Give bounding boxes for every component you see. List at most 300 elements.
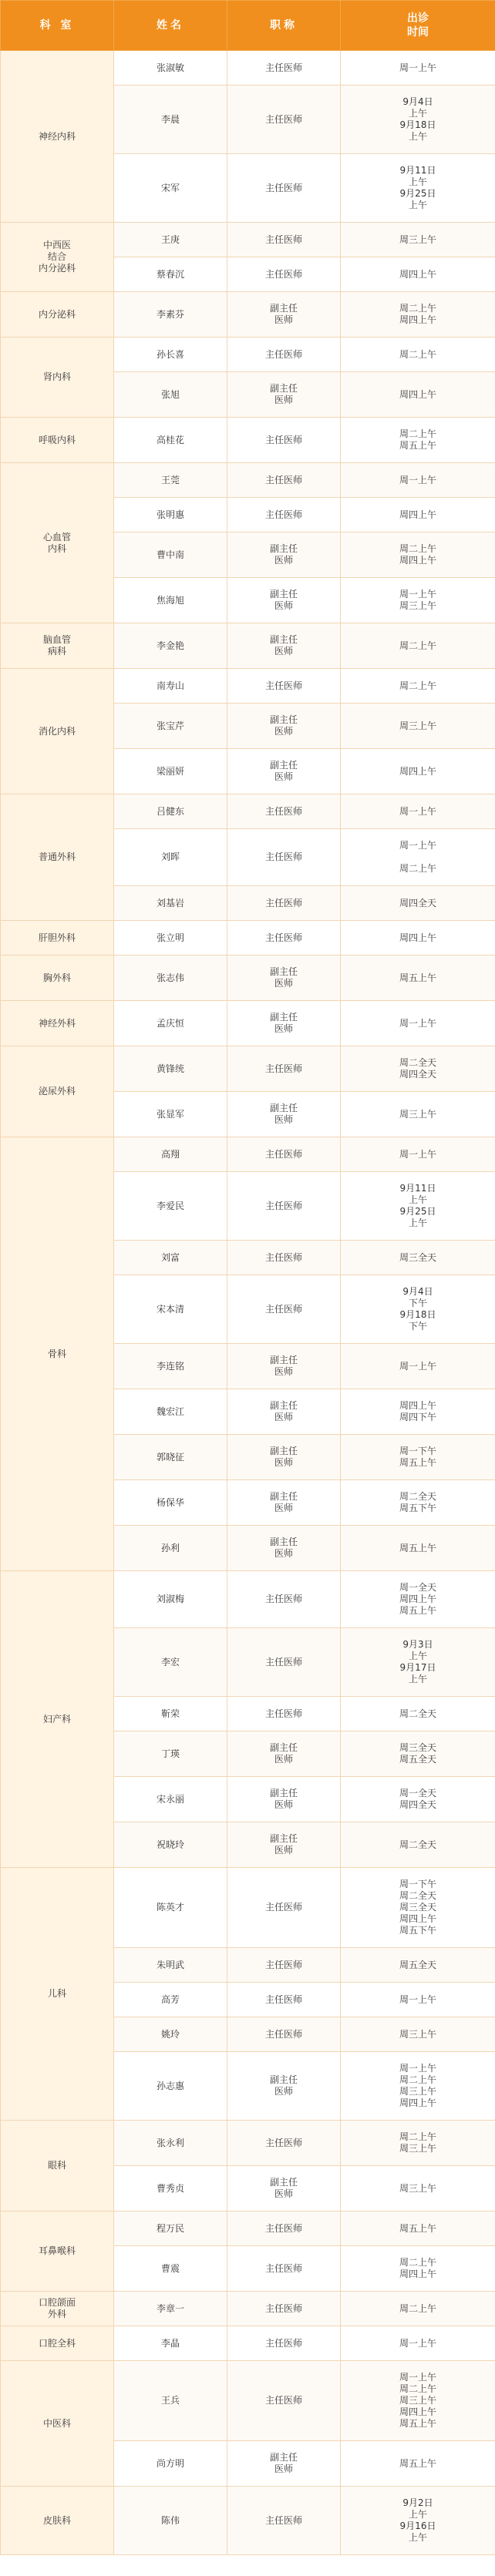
- clinic-time-line: 周三上午: [399, 2143, 436, 2154]
- department-name-line: 皮肤科: [42, 2514, 71, 2526]
- clinic-time-cell: [341, 1983, 495, 2017]
- clinic-time-line: 周四上午: [399, 765, 436, 777]
- clinic-time-line: 9月25日: [399, 1206, 436, 1217]
- doctor-title-line: 医师: [274, 2463, 293, 2474]
- doctor-title-line: 副主任: [269, 1491, 298, 1502]
- table-row: [1, 292, 495, 338]
- doctor-title-cell: [227, 51, 341, 86]
- clinic-time-line: [344, 851, 492, 863]
- clinic-time-line: 周四上午: [399, 2097, 436, 2108]
- doctor-name-cell: 高芳: [114, 1983, 227, 2017]
- clinic-time-cell: [341, 2212, 495, 2246]
- clinic-time-line: 周五上午: [399, 1605, 436, 1616]
- doctor-name-cell: 曹秀贞: [114, 2166, 227, 2212]
- clinic-time-line: 上午: [408, 131, 427, 142]
- clinic-time-line: 周四全天: [399, 897, 436, 908]
- clinic-time-line: 周三全天: [399, 1251, 436, 1263]
- clinic-time-line: 周四上午: [399, 1594, 436, 1604]
- doctor-title-cell: [227, 1172, 341, 1241]
- doctor-title-cell: [227, 669, 341, 704]
- doctor-title-cell: [227, 794, 341, 829]
- doctor-title-line: 主任医师: [264, 1902, 302, 1913]
- clinic-time-cell: [341, 1480, 495, 1526]
- clinic-time-line: 周二上午: [399, 543, 436, 554]
- table-row: [1, 2487, 495, 2555]
- clinic-time-line: 周一上午: [399, 1993, 436, 2005]
- clinic-time-line: 周四上午: [399, 2269, 436, 2279]
- doctor-name-cell: 李素芬: [114, 292, 227, 338]
- doctor-title-line: 主任医师: [264, 1303, 302, 1315]
- department-name-line: 骨科: [47, 1348, 66, 1359]
- doctor-title-line: 主任医师: [264, 348, 302, 360]
- clinic-time-line: 周五上午: [399, 440, 436, 451]
- doctor-title-line: 主任医师: [264, 62, 302, 73]
- clinic-time-line: 周四上午: [399, 555, 436, 566]
- doctor-title-line: 副主任: [269, 634, 298, 645]
- clinic-time-cell: [341, 2166, 495, 2212]
- clinic-time-line: 上午: [408, 108, 427, 119]
- clinic-time-cell: [341, 704, 495, 749]
- doctor-name-cell: 高桂花: [114, 418, 227, 463]
- doctor-title-line: 主任医师: [264, 2514, 302, 2526]
- doctor-title-line: 医师: [274, 978, 293, 989]
- doctor-name-cell: 尚方明: [114, 2441, 227, 2487]
- doctor-title-line: 主任医师: [264, 680, 302, 691]
- clinic-time-cell: [341, 829, 495, 886]
- doctor-name-cell: 陈英才: [114, 1868, 227, 1948]
- table-row: [1, 2292, 495, 2326]
- clinic-time-line: 周四上午: [399, 1400, 436, 1411]
- doctor-title-line: 副主任: [269, 1446, 298, 1456]
- clinic-time-cell: [341, 1344, 495, 1389]
- doctor-name-cell: 张明惠: [114, 498, 227, 532]
- table-row: [1, 418, 495, 463]
- clinic-time-line: 上午: [408, 2532, 427, 2543]
- department-name-line: 胸外科: [42, 972, 71, 983]
- doctor-title-cell: [227, 1344, 341, 1389]
- doctor-title-line: 医师: [274, 1023, 293, 1034]
- doctor-title-line: 医师: [274, 771, 293, 782]
- clinic-time-line: 周四全天: [399, 1799, 436, 1810]
- doctor-name-cell: 李连铭: [114, 1344, 227, 1389]
- doctor-title-line: 医师: [274, 600, 293, 611]
- doctor-name-cell: 陈伟: [114, 2487, 227, 2555]
- clinic-time-line: 周三上午: [399, 2086, 436, 2097]
- department-cell: [1, 51, 114, 223]
- clinic-time-line: 周一上午: [399, 2372, 436, 2383]
- department-cell: [1, 1868, 114, 2121]
- clinic-time-line: 上午: [408, 2509, 427, 2520]
- table-row: [1, 669, 495, 704]
- clinic-time-line: 周一下午: [399, 1879, 436, 1889]
- doctor-name-cell: 焦海旭: [114, 578, 227, 623]
- doctor-title-line: 主任医师: [264, 2262, 302, 2274]
- clinic-time-line: 周四上午: [399, 314, 436, 325]
- doctor-title-line: 主任医师: [264, 897, 302, 908]
- doctor-title-line: 主任医师: [264, 2302, 302, 2314]
- doctor-title-cell: [227, 154, 341, 223]
- clinic-time-cell: [341, 2052, 495, 2121]
- doctor-title-line: 医师: [274, 1754, 293, 1765]
- clinic-time-line: 周二上午: [399, 303, 436, 314]
- table-row: [1, 1001, 495, 1046]
- clinic-time-line: 周三全天: [399, 1902, 436, 1913]
- doctor-title-line: 副主任: [269, 760, 298, 771]
- clinic-time-line: 上午: [408, 1651, 427, 1661]
- department-cell: [1, 623, 114, 669]
- clinic-time-cell: [341, 1822, 495, 1868]
- doctor-title-line: 主任医师: [264, 1200, 302, 1211]
- doctor-title-cell: [227, 2487, 341, 2555]
- department-cell: [1, 2326, 114, 2361]
- clinic-time-line: 周三上午: [399, 720, 436, 731]
- doctor-title-cell: [227, 886, 341, 921]
- table-row: [1, 1046, 495, 1092]
- doctor-title-line: 医师: [274, 1114, 293, 1125]
- clinic-time-line: 周四上午: [399, 388, 436, 400]
- doctor-title-line: 副主任: [269, 2177, 298, 2188]
- clinic-time-line: 周一下午: [399, 1446, 436, 1456]
- doctor-title-cell: [227, 2246, 341, 2292]
- doctor-name-cell: 宋军: [114, 154, 227, 223]
- clinic-time-cell: [341, 418, 495, 463]
- clinic-time-line: 周四上午: [399, 509, 436, 520]
- clinic-time-line: 周二全天: [399, 1708, 436, 1719]
- clinic-time-cell: [341, 956, 495, 1001]
- department-name-line: 结合: [47, 251, 66, 262]
- doctor-title-line: 主任医师: [264, 805, 302, 817]
- doctor-title-line: 副主任: [269, 1788, 298, 1798]
- doctor-title-cell: [227, 2212, 341, 2246]
- doctor-name-cell: 刘富: [114, 1241, 227, 1275]
- doctor-title-line: 医师: [274, 646, 293, 657]
- doctor-name-cell: 高翔: [114, 1137, 227, 1172]
- clinic-time-cell: [341, 2292, 495, 2326]
- clinic-time-cell: [341, 1697, 495, 1731]
- doctor-title-line: 主任医师: [264, 509, 302, 520]
- clinic-time-cell: [341, 2326, 495, 2361]
- doctor-title-line: 副主任: [269, 714, 298, 725]
- clinic-time-line: 周二上午: [399, 863, 436, 874]
- clinic-time-line: 周二上午: [399, 680, 436, 691]
- doctor-title-line: 副主任: [269, 1103, 298, 1113]
- doctor-title-line: 主任医师: [264, 1959, 302, 1970]
- doctor-name-cell: 杨保华: [114, 1480, 227, 1526]
- doctor-title-cell: [227, 829, 341, 886]
- clinic-time-line: 9月4日: [402, 1286, 433, 1297]
- clinic-time-cell: [341, 794, 495, 829]
- doctor-title-line: 主任医师: [264, 474, 302, 485]
- table-row: [1, 1868, 495, 1948]
- doctor-title-cell: [227, 1571, 341, 1628]
- doctor-title-cell: [227, 2326, 341, 2361]
- doctor-title-line: 主任医师: [264, 851, 302, 862]
- clinic-time-line: 周四上午: [399, 268, 436, 280]
- table-row: [1, 2212, 495, 2246]
- doctor-title-line: 主任医师: [264, 1993, 302, 2005]
- doctor-title-line: 主任医师: [264, 2222, 302, 2234]
- doctor-title-line: 主任医师: [264, 233, 302, 245]
- doctor-name-cell: 张淑敏: [114, 51, 227, 86]
- clinic-time-line: 周二全天: [399, 1057, 436, 1068]
- doctor-name-cell: 宋本清: [114, 1275, 227, 1344]
- clinic-time-line: 周二上午: [399, 348, 436, 360]
- department-name-line: 消化内科: [38, 725, 76, 737]
- department-name-line: 眼科: [47, 2160, 66, 2171]
- clinic-time-cell: [341, 1948, 495, 1983]
- clinic-time-line: 上午: [408, 200, 427, 210]
- clinic-time-line: 周二上午: [399, 428, 436, 439]
- clinic-time-line: 周五上午: [399, 1542, 436, 1553]
- clinic-time-cell: [341, 292, 495, 338]
- doctor-title-line: 主任医师: [264, 1063, 302, 1074]
- header-clinic-time: [341, 1, 495, 51]
- clinic-time-cell: [341, 1731, 495, 1777]
- doctor-title-line: 医师: [274, 2188, 293, 2199]
- schedule-body: [1, 51, 495, 2555]
- clinic-time-cell: [341, 669, 495, 704]
- doctor-name-cell: 孙利: [114, 1526, 227, 1571]
- doctor-title-line: 医师: [274, 2086, 293, 2097]
- clinic-time-line: 下午: [408, 1298, 427, 1308]
- department-cell: [1, 2361, 114, 2487]
- doctor-name-cell: 朱明武: [114, 1948, 227, 1983]
- doctor-name-cell: 程万民: [114, 2212, 227, 2246]
- doctor-title-cell: [227, 623, 341, 669]
- doctor-name-cell: 孟庆恒: [114, 1001, 227, 1046]
- doctor-name-cell: 魏宏江: [114, 1389, 227, 1435]
- doctor-name-cell: 张志伟: [114, 956, 227, 1001]
- doctor-title-cell: [227, 956, 341, 1001]
- department-name-line: 病科: [47, 646, 66, 657]
- clinic-time-line: 周五全天: [399, 1754, 436, 1765]
- doctor-name-cell: 丁瑛: [114, 1731, 227, 1777]
- department-cell: [1, 1046, 114, 1137]
- clinic-time-cell: [341, 372, 495, 418]
- table-row: [1, 794, 495, 829]
- clinic-time-line: 周一上午: [399, 1017, 436, 1029]
- doctor-title-cell: [227, 292, 341, 338]
- table-row: [1, 223, 495, 257]
- table-row: [1, 338, 495, 372]
- doctor-name-cell: 李爱民: [114, 1172, 227, 1241]
- doctor-title-cell: [227, 2121, 341, 2166]
- doctor-title-line: 副主任: [269, 1355, 298, 1365]
- doctor-title-cell: [227, 1001, 341, 1046]
- clinic-time-line: 9月18日: [399, 1309, 436, 1320]
- clinic-time-cell: [341, 2246, 495, 2292]
- clinic-time-line: 周一上午: [399, 840, 436, 851]
- clinic-time-line: 周三上午: [399, 2182, 436, 2194]
- department-cell: [1, 1571, 114, 1868]
- department-cell: [1, 669, 114, 794]
- doctor-title-cell: [227, 1092, 341, 1137]
- clinic-time-line: 9月18日: [399, 119, 436, 130]
- doctor-title-cell: [227, 2292, 341, 2326]
- clinic-time-line: 周三上午: [399, 2395, 436, 2406]
- doctor-title-cell: [227, 418, 341, 463]
- clinic-time-line: 周三上午: [399, 2028, 436, 2040]
- department-cell: [1, 463, 114, 623]
- clinic-time-line: 周五下午: [399, 1925, 436, 1936]
- doctor-name-cell: 南寿山: [114, 669, 227, 704]
- clinic-time-cell: [341, 886, 495, 921]
- department-cell: [1, 292, 114, 338]
- clinic-time-cell: [341, 749, 495, 794]
- doctor-title-cell: [227, 1389, 341, 1435]
- doctor-title-line: 副主任: [269, 1742, 298, 1753]
- clinic-time-line: 周五下午: [399, 1503, 436, 1513]
- header-department: 科 室: [1, 1, 114, 51]
- clinic-time-line: 周三上午: [399, 1108, 436, 1120]
- department-name-line: 中西医: [42, 240, 71, 250]
- clinic-time-cell: [341, 623, 495, 669]
- clinic-time-line: 上午: [408, 1194, 427, 1205]
- clinic-time-line: 周一上午: [399, 62, 436, 73]
- clinic-time-line: 9月2日: [402, 2497, 433, 2508]
- department-name-line: 心血管: [42, 531, 71, 542]
- clinic-time-line: 周一上午: [399, 1360, 436, 1372]
- department-cell: [1, 2121, 114, 2212]
- doctor-title-cell: [227, 1822, 341, 1868]
- department-cell: [1, 794, 114, 921]
- doctor-title-cell: [227, 86, 341, 154]
- doctor-title-line: 主任医师: [264, 1251, 302, 1263]
- doctor-title-cell: [227, 1948, 341, 1983]
- clinic-time-line: 周四上午: [399, 1913, 436, 1924]
- department-name-line: 内分泌科: [38, 308, 76, 320]
- doctor-title-line: 医师: [274, 726, 293, 737]
- department-name-line: 脑血管: [42, 634, 71, 645]
- department-cell: [1, 2487, 114, 2555]
- clinic-time-cell: [341, 1137, 495, 1172]
- clinic-time-line: 周二上午: [399, 2257, 436, 2268]
- doctor-title-cell: [227, 1526, 341, 1571]
- clinic-time-cell: [341, 223, 495, 257]
- doctor-name-cell: 李章一: [114, 2292, 227, 2326]
- doctor-title-line: 主任医师: [264, 1656, 302, 1668]
- doctor-name-cell: 郭晓征: [114, 1435, 227, 1480]
- clinic-time-line: 周二上午: [399, 640, 436, 651]
- clinic-time-line: 9月3日: [402, 1639, 433, 1650]
- doctor-name-cell: 李金艳: [114, 623, 227, 669]
- doctor-name-cell: 张宝芹: [114, 704, 227, 749]
- clinic-time-cell: [341, 257, 495, 292]
- doctor-title-line: 副主任: [269, 1012, 298, 1023]
- clinic-time-cell: [341, 1092, 495, 1137]
- clinic-time-line: 周五上午: [399, 2457, 436, 2469]
- clinic-time-cell: [341, 1046, 495, 1092]
- doctor-name-cell: 刘基岩: [114, 886, 227, 921]
- clinic-time-cell: [341, 1868, 495, 1948]
- header-doctor-name: 姓名: [114, 1, 227, 51]
- doctor-title-line: 主任医师: [264, 1708, 302, 1719]
- doctor-title-cell: [227, 704, 341, 749]
- table-row: [1, 623, 495, 669]
- table-row: [1, 1137, 495, 1172]
- department-name-line: 中医科: [42, 2417, 71, 2429]
- department-cell: [1, 2292, 114, 2326]
- doctor-name-cell: 孙志惠: [114, 2052, 227, 2121]
- department-name-line: 口腔全科: [38, 2337, 76, 2349]
- clinic-time-line: 周五全天: [399, 1959, 436, 1970]
- clinic-time-line: 周一上午: [399, 1148, 436, 1160]
- clinic-time-cell: [341, 1777, 495, 1822]
- doctor-title-line: 医师: [274, 1366, 293, 1377]
- department-name-line: 内科: [47, 542, 66, 554]
- clinic-time-line: 周二上午: [399, 2302, 436, 2314]
- clinic-time-line: 周一上午: [399, 2337, 436, 2349]
- doctor-title-cell: [227, 372, 341, 418]
- doctor-title-cell: [227, 257, 341, 292]
- clinic-time-cell: [341, 1389, 495, 1435]
- doctor-title-line: 主任医师: [264, 113, 302, 125]
- clinic-time-cell: [341, 2121, 495, 2166]
- clinic-time-line: 周五上午: [399, 2222, 436, 2234]
- doctor-title-cell: [227, 1731, 341, 1777]
- department-cell: [1, 1001, 114, 1046]
- clinic-time-line: 周一上午: [399, 805, 436, 817]
- department-name-line: 口腔颌面: [38, 2297, 76, 2308]
- clinic-time-line: 下午: [408, 1321, 427, 1332]
- doctor-title-cell: [227, 1777, 341, 1822]
- doctor-name-cell: 祝晓玲: [114, 1822, 227, 1868]
- table-row: [1, 921, 495, 956]
- clinic-time-line: 周二上午: [399, 2074, 436, 2085]
- doctor-title-line: 主任医师: [264, 268, 302, 280]
- doctor-title-line: 医师: [274, 314, 293, 325]
- clinic-time-line: 上午: [408, 176, 427, 187]
- doctor-title-cell: [227, 223, 341, 257]
- doctor-name-cell: 黄锋统: [114, 1046, 227, 1092]
- doctor-title-line: 副主任: [269, 966, 298, 977]
- doctor-name-cell: 王兵: [114, 2361, 227, 2441]
- doctor-title-cell: [227, 1480, 341, 1526]
- doctor-title-line: 主任医师: [264, 2137, 302, 2148]
- doctor-title-line: 副主任: [269, 1833, 298, 1844]
- clinic-time-line: 周四上午: [399, 2406, 436, 2417]
- clinic-time-line: 周三上午: [399, 233, 436, 245]
- clinic-time-line: 周三上午: [399, 600, 436, 611]
- department-cell: [1, 338, 114, 418]
- department-cell: [1, 223, 114, 292]
- doctor-name-cell: 宋永丽: [114, 1777, 227, 1822]
- doctor-name-cell: 梁丽妍: [114, 749, 227, 794]
- doctor-name-cell: 曹震: [114, 2246, 227, 2292]
- clinic-time-line: 周一全天: [399, 1582, 436, 1593]
- doctor-title-cell: [227, 498, 341, 532]
- doctor-title-cell: [227, 2441, 341, 2487]
- doctor-title-cell: [227, 578, 341, 623]
- clinic-time-line: 9月25日: [399, 188, 436, 199]
- doctor-title-line: 主任医师: [264, 2395, 302, 2406]
- clinic-time-line: 9月17日: [399, 1662, 436, 1673]
- clinic-time-cell: [341, 463, 495, 498]
- clinic-time-cell: [341, 2441, 495, 2487]
- department-name-line: 神经外科: [38, 1017, 76, 1029]
- clinic-time-line: 周五上午: [399, 1457, 436, 1468]
- doctor-title-cell: [227, 532, 341, 578]
- clinic-time-line: 上午: [408, 1674, 427, 1684]
- doctor-title-line: 副主任: [269, 303, 298, 314]
- doctor-name-cell: 王庚: [114, 223, 227, 257]
- doctor-title-line: 主任医师: [264, 434, 302, 445]
- doctor-name-cell: 张立明: [114, 921, 227, 956]
- clinic-time-line: 周三全天: [399, 1742, 436, 1753]
- doctor-title-line: 副主任: [269, 2452, 298, 2463]
- table-row: [1, 463, 495, 498]
- doctor-title-line: 医师: [274, 1412, 293, 1422]
